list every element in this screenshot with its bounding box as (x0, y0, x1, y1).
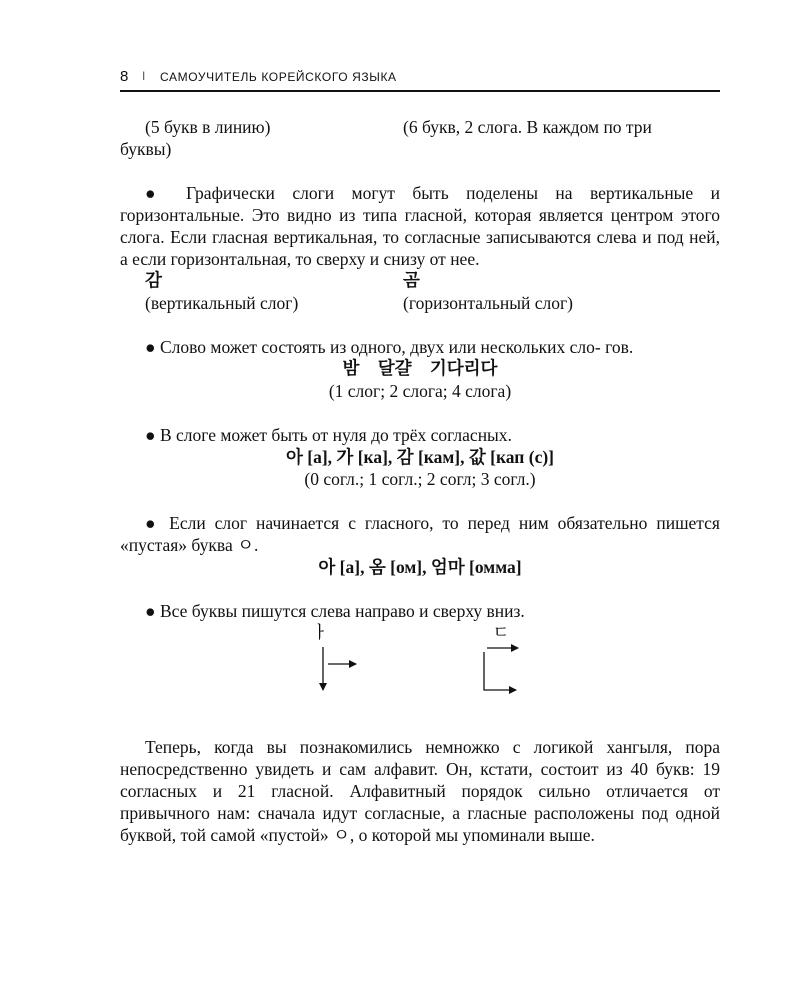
horizontal-syllable-char: 곰 (403, 271, 420, 291)
page-number: 8 (120, 68, 129, 85)
word-examples-caption: (1 слог; 2 слога; 4 слога) (328, 381, 512, 401)
right-consonant-char: ㄷ (492, 623, 510, 643)
vertical-syllable-char: 감 (145, 271, 162, 291)
paragraph-graphic-syllables: ● Графически слоги могут быть поделены на вертикальные и горизонтальные. Это видно из типа гласной, которая является центром этого слога. Если гласная вертикальная, то согласные записываются слева и под ней, а если горизонтальная, то сверху и снизу от нее. (120, 183, 720, 269)
header-separator: I (142, 69, 146, 83)
syllable-char-row (120, 270, 720, 292)
right-example-note-wrap: буквы) (120, 139, 172, 159)
paragraph-empty-letter: ● Если слог начинается с гласного, то перед ним обязательно пишется «пустая» буква ㅇ. (120, 513, 720, 555)
continued-examples-row (120, 116, 720, 138)
consonant-examples: 아 [а], 가 [ка], 감 [кам], 값 [кап (с)] (285, 447, 554, 467)
right-example-note: (6 букв, 2 слога. В каждом по три (403, 117, 652, 137)
word-examples: 밤 달걀 기다리다 (342, 359, 498, 379)
paragraph-consonant-count: ● В слоге может быть от нуля до трёх согласных. (145, 425, 512, 445)
book-title: САМОУЧИТЕЛЬ КОРЕЙСКОГО ЯЗЫКА (160, 70, 397, 84)
horizontal-syllable-label: (горизонтальный слог) (403, 293, 573, 313)
writing-direction-diagram (120, 622, 720, 714)
page-body (120, 116, 720, 846)
paragraph-alphabet-intro: Теперь, когда вы познакомились немножко с логикой хангыля, пора непосредственно увидеть и сам алфавит. Он, кстати, состоит из 40 букв: 19 согласных и 21 гласной. Алфавитный порядок сильно отличается от привычного нам: сначала идут согласные, а гласные расположены под одной буквой, той самой «пустой» ㅇ, о которой мы упоминали выше. (120, 737, 720, 845)
left-vowel-char: ㅏ (311, 623, 329, 643)
paragraph-word-syllables: ● Слово может состоять из одного, двух или нескольких сло- гов. (145, 337, 634, 357)
left-example-note: (5 букв в линию) (145, 117, 271, 137)
right-direction-arrows (484, 648, 518, 690)
running-header (120, 64, 720, 92)
paragraph-writing-direction: ● Все буквы пишутся слева направо и сверху вниз. (145, 601, 525, 621)
empty-letter-examples: 아 [а], 옴 [ом], 엄마 [омма] (318, 557, 522, 577)
left-direction-arrows (323, 647, 356, 690)
consonant-examples-caption: (0 согл.; 1 согл.; 2 согл; 3 согл.) (304, 469, 536, 489)
syllable-label-row (120, 292, 720, 314)
vertical-syllable-label: (вертикальный слог) (145, 293, 299, 313)
